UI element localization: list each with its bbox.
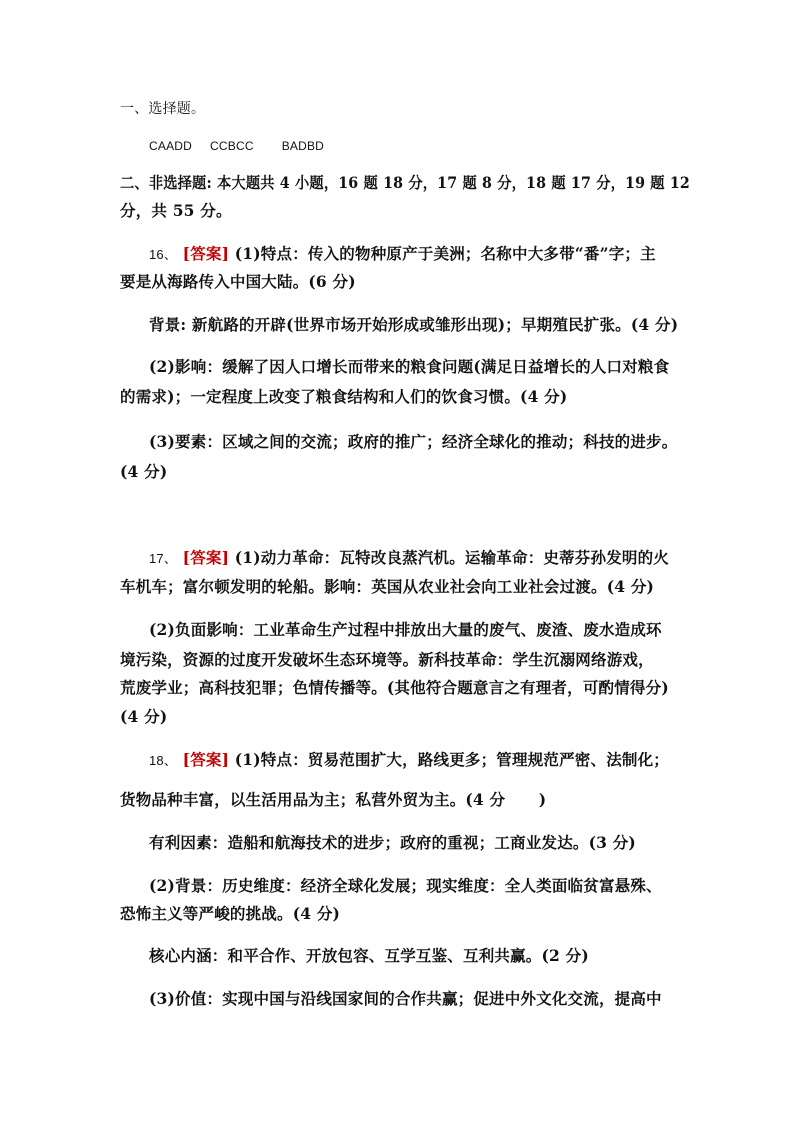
q16-answer-tag: [答案] xyxy=(182,244,230,263)
choice-answers-group-2: CCBCC xyxy=(210,139,254,153)
q17-line1 xyxy=(149,548,669,569)
q18-number: 18、 xyxy=(149,753,178,768)
q18-line1 xyxy=(149,750,669,771)
q17-line6: (4 分) xyxy=(120,707,168,726)
choice-answers-group-3: BADBD xyxy=(281,139,325,153)
q17-answer-tag: [答案] xyxy=(182,548,230,567)
q16-line5: 的需求)；一定程度上改变了粮食结构和人们的饮食习惯。(4 分) xyxy=(120,387,568,406)
q17-line5: 荒废学业；高科技犯罪；色情传播等。(其他符合题意言之有理者，可酌情得分) xyxy=(120,678,669,697)
q18-line7: (3)价值：实现中国与沿线国家间的合作共赢；促进中外文化交流，提高中 xyxy=(149,989,662,1008)
q16-line4: (2)影响：缓解了因人口增长而带来的粮食问题(满足日益增长的人口对粮食 xyxy=(149,357,670,376)
q16-line6: (3)要素：区域之间的交流；政府的推广；经济全球化的推动；科技的进步。 xyxy=(149,432,678,451)
q16-line3: 背景: 新航路的开辟(世界市场开始形成或雏形出现)；早期殖民扩张。(4 分) xyxy=(149,315,679,334)
q17-line4: 境污染，资源的过度开发破坏生态环境等。新科技革命：学生沉溺网络游戏， xyxy=(120,650,654,669)
q16-line2: 要是从海路传入中国大陆。(6 分) xyxy=(120,272,356,291)
q16-line7: (4 分) xyxy=(120,462,168,481)
choice-answers-group-1: CAADD xyxy=(149,139,193,153)
section1-heading: 一、选择题。 xyxy=(120,100,206,116)
q18-line4: (2)背景：历史维度：经济全球化发展；现实维度：全人类面临贫富悬殊、 xyxy=(149,876,662,895)
section2-intro-line1: 二、非选择题: 本大题共 4 小题，16 题 18 分，17 题 8 分，18 题 17 分，19 题 12 xyxy=(120,173,691,192)
section2-intro-line2: 分，共 55 分。 xyxy=(120,201,232,220)
q17-number: 17、 xyxy=(149,551,178,566)
q16-text-1: (1)特点：传入的物种原产于美洲；名称中大多带“番”字；主 xyxy=(234,244,656,263)
q17-line3: (2)负面影响：工业革命生产过程中排放出大量的废气、废渣、废水造成环 xyxy=(149,620,662,639)
q17-text-1: (1)动力革命：瓦特改良蒸汽机。运输革命：史蒂芬孙发明的火 xyxy=(234,548,670,567)
q18-line6: 核心内涵：和平合作、开放包容、互学互鉴、互利共赢。(2 分) xyxy=(149,946,589,965)
q18-text-1: (1)特点：贸易范围扩大，路线更多；管理规范严密、法制化； xyxy=(234,750,670,769)
choice-answers xyxy=(149,136,324,156)
q18-line3: 有利因素：造船和航海技术的进步；政府的重视；工商业发达。(3 分) xyxy=(149,833,636,852)
q16-number: 16、 xyxy=(149,247,178,262)
q17-line2: 车机车；富尔顿发明的轮船。影响：英国从农业社会向工业社会过渡。(4 分) xyxy=(120,577,655,596)
q16-line1 xyxy=(149,244,656,265)
q18-line5: 恐怖主义等严峻的挑战。(4 分) xyxy=(120,904,341,923)
q18-answer-tag: [答案] xyxy=(182,750,230,769)
q18-line2: 货物品种丰富，以生活用品为主；私营外贸为主。(4 分 ) xyxy=(120,790,547,809)
